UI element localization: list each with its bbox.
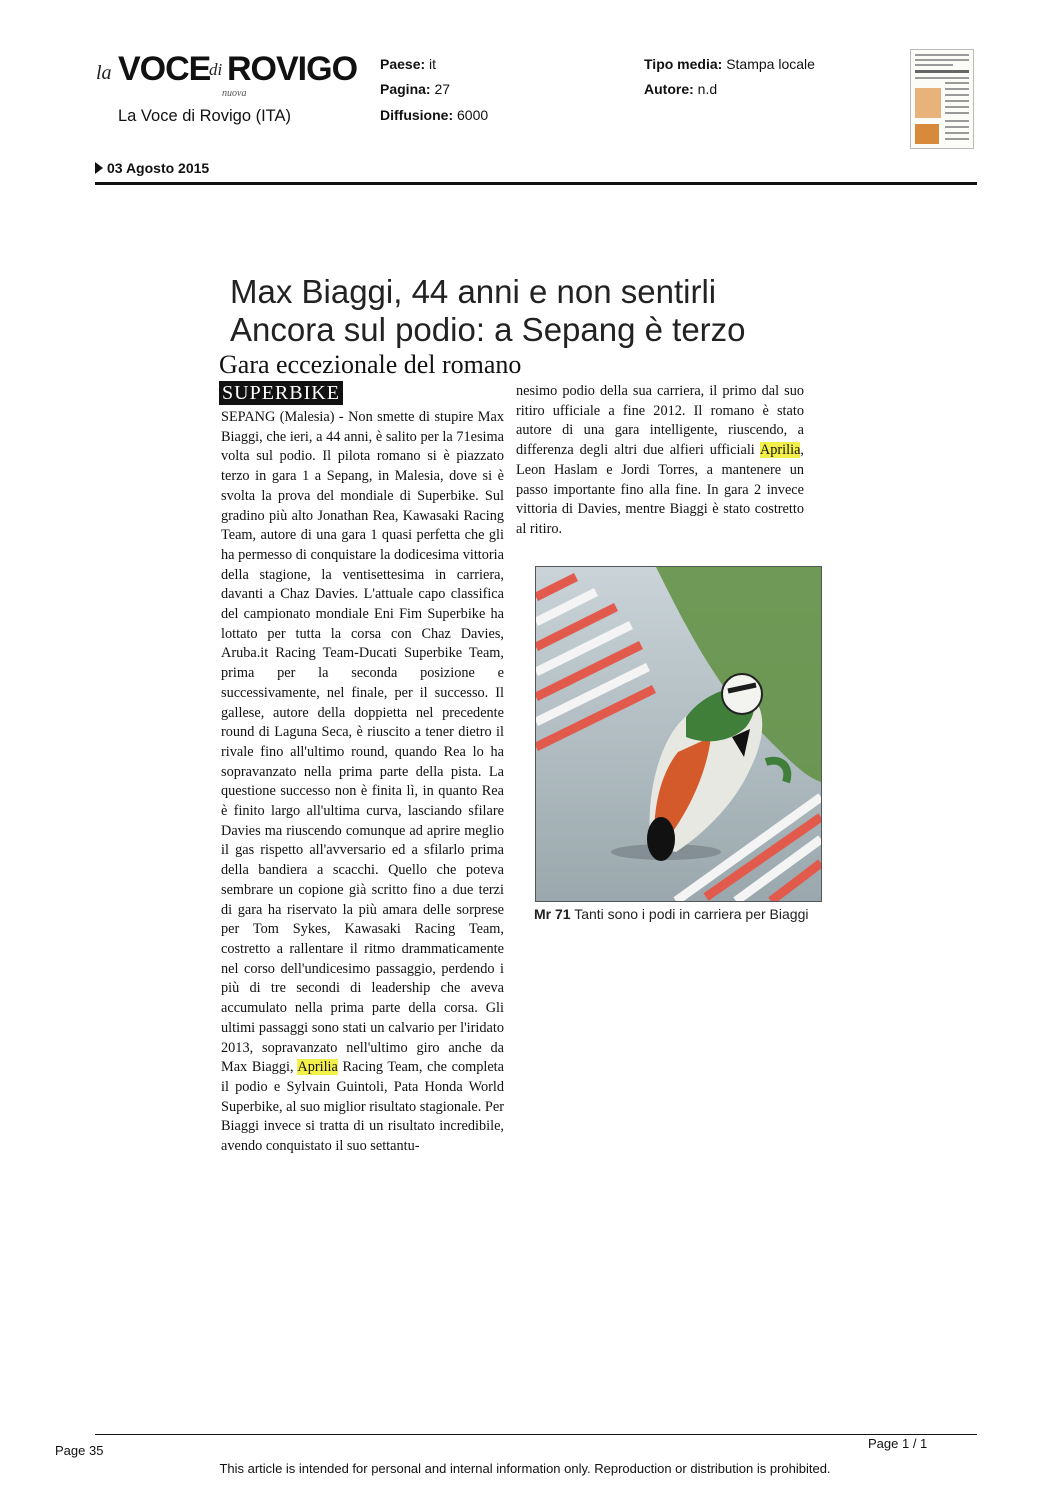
meta-tipo <box>644 56 815 72</box>
meta-autore-label: Autore: <box>644 81 694 97</box>
triangle-right-icon <box>95 162 103 174</box>
highlighted-term: Aprilia <box>297 1059 338 1076</box>
logo-rovigo: ROVIGO <box>227 50 358 88</box>
motorcycle-racing-photo <box>535 566 822 902</box>
meta-diffusione-label: Diffusione: <box>380 107 454 123</box>
logo-la: la <box>96 62 112 84</box>
meta-pagina <box>380 81 450 97</box>
logo-nuova: nuova <box>222 88 247 99</box>
publication-name: La Voce di Rovigo (ITA) <box>118 107 292 125</box>
meta-diffusione <box>380 107 488 123</box>
logo-di: di <box>209 60 223 79</box>
article-column-1 <box>221 408 504 1157</box>
section-kicker: SUPERBIKE <box>219 381 343 405</box>
article-column-2 <box>516 382 804 540</box>
newspaper-logo <box>96 50 358 99</box>
photo-caption <box>534 906 808 922</box>
logo-voce: VOCE <box>118 50 211 88</box>
meta-pagina-label: Pagina: <box>380 81 431 97</box>
meta-autore-value: n.d <box>697 81 718 97</box>
caption-text: Tanti sono i podi in carriera per Biaggi <box>574 906 809 922</box>
column-1-text-a: SEPANG (Malesia) - Non smette di stupire Max Biaggi, che ieri, a 44 anni, è salito per la 71esima volta sul podio. Il pilota romano si è piazzato terzo in gara 1 a Sepang, in Malesia, dove si è svolta la prova del mondiale di Superbike. Sul gradino più alto Jonathan Rea, Kawasaki Racing Team, autore di una gara 1 quasi perfetta che gli ha permesso di conquistare la dodicesima vittoria della stagione, la ventisettesima in carriera, davanti a Chaz Davies. L'attuale capo classifica del campionato mondiale Eni Fim Superbike ha lottato per tutta la corsa con Chaz Davies, Aruba.it Racing Team-Ducati Superbike Team, prima per la seconda posizione e successivamente, nel finale, per il successo. Il gallese, autore della doppietta nel precedente round di Laguna Seca, è riuscito a tener dietro il rivale fino all'ultimo round, quando Rea lo ha sopravanzato nella prima parte della pista. La questione successo non è finita lì, in quanto Rea è finito largo all'ultima curva, lasciando sfilare Davies ma riuscendo comunque ad aprire meglio il gas rispetto all'avversario ed a sfilarlo prima della bandiera a scacchi. Quello che poteva sembrare un copione già scritto fino a due terzi di gara ha riservato la più amara delle sorprese per Tom Sykes, Kawasaki Racing Team, costretto a rallentare il ritmo drammaticamente nel corso dell'undicesimo passaggio, perdendo i più di tre secondi di leadership che aveva accumulato nella prima parte della corsa. Gli ultimi passaggi sono stati un calvario per l'iridato 2013, sopravanzato nell'ultimo giro anche da Max Biaggi, <box>221 409 504 1076</box>
date-text: 03 Agosto 2015 <box>107 160 210 176</box>
meta-diffusione-value: 6000 <box>457 107 489 123</box>
meta-tipo-value: Stampa locale <box>726 56 815 72</box>
page-thumbnail <box>910 49 974 149</box>
meta-autore <box>644 81 717 97</box>
footer-page-count: Page 1 / 1 <box>868 1436 928 1451</box>
header-divider <box>95 182 977 185</box>
subheadline: Gara eccezionale del romano <box>219 350 522 379</box>
footer-disclaimer: This article is intended for personal and internal information only. Reproduction or distribution is prohibited. <box>219 1461 831 1476</box>
meta-tipo-label: Tipo media: <box>644 56 723 72</box>
column-1-text-b: Racing Team, che completa il podio e Sylvain Guintoli, Pata Honda World Superbike, al suo miglior risultato stagionale. Per Biaggi invece si tratta di un risultato incredibile, avendo conquistato il suo settantu- <box>221 1059 504 1155</box>
meta-paese-label: Paese: <box>380 56 426 72</box>
meta-pagina-value: 27 <box>434 81 451 97</box>
meta-paese <box>380 56 436 72</box>
highlighted-term: Aprilia <box>759 442 801 459</box>
racing-photo-illustration <box>536 567 821 901</box>
headline-line-1: Max Biaggi, 44 anni e non sentirli <box>230 273 717 310</box>
footer-divider <box>95 1434 977 1435</box>
column-2-text-a: nesimo podio della sua carriera, il primo dal suo ritiro ufficiale a fine 2012. Il romano è stato autore di una gara intelligente, riuscendo, a differenza degli altri due alfieri ufficiali <box>516 383 804 459</box>
article-date <box>95 160 209 176</box>
footer-page-number: Page 35 <box>55 1443 104 1458</box>
caption-tag: Mr 71 <box>534 906 571 922</box>
headline-line-2: Ancora sul podio: a Sepang è terzo <box>230 311 746 348</box>
meta-paese-value: it <box>429 56 437 72</box>
column-2-text-b: , Leon Haslam e Jordi Torres, a mantenere un passo importante fino alla fine. In gara 2 invece vittoria di Davies, mentre Biaggi è stato costretto al ritiro. <box>516 442 804 537</box>
